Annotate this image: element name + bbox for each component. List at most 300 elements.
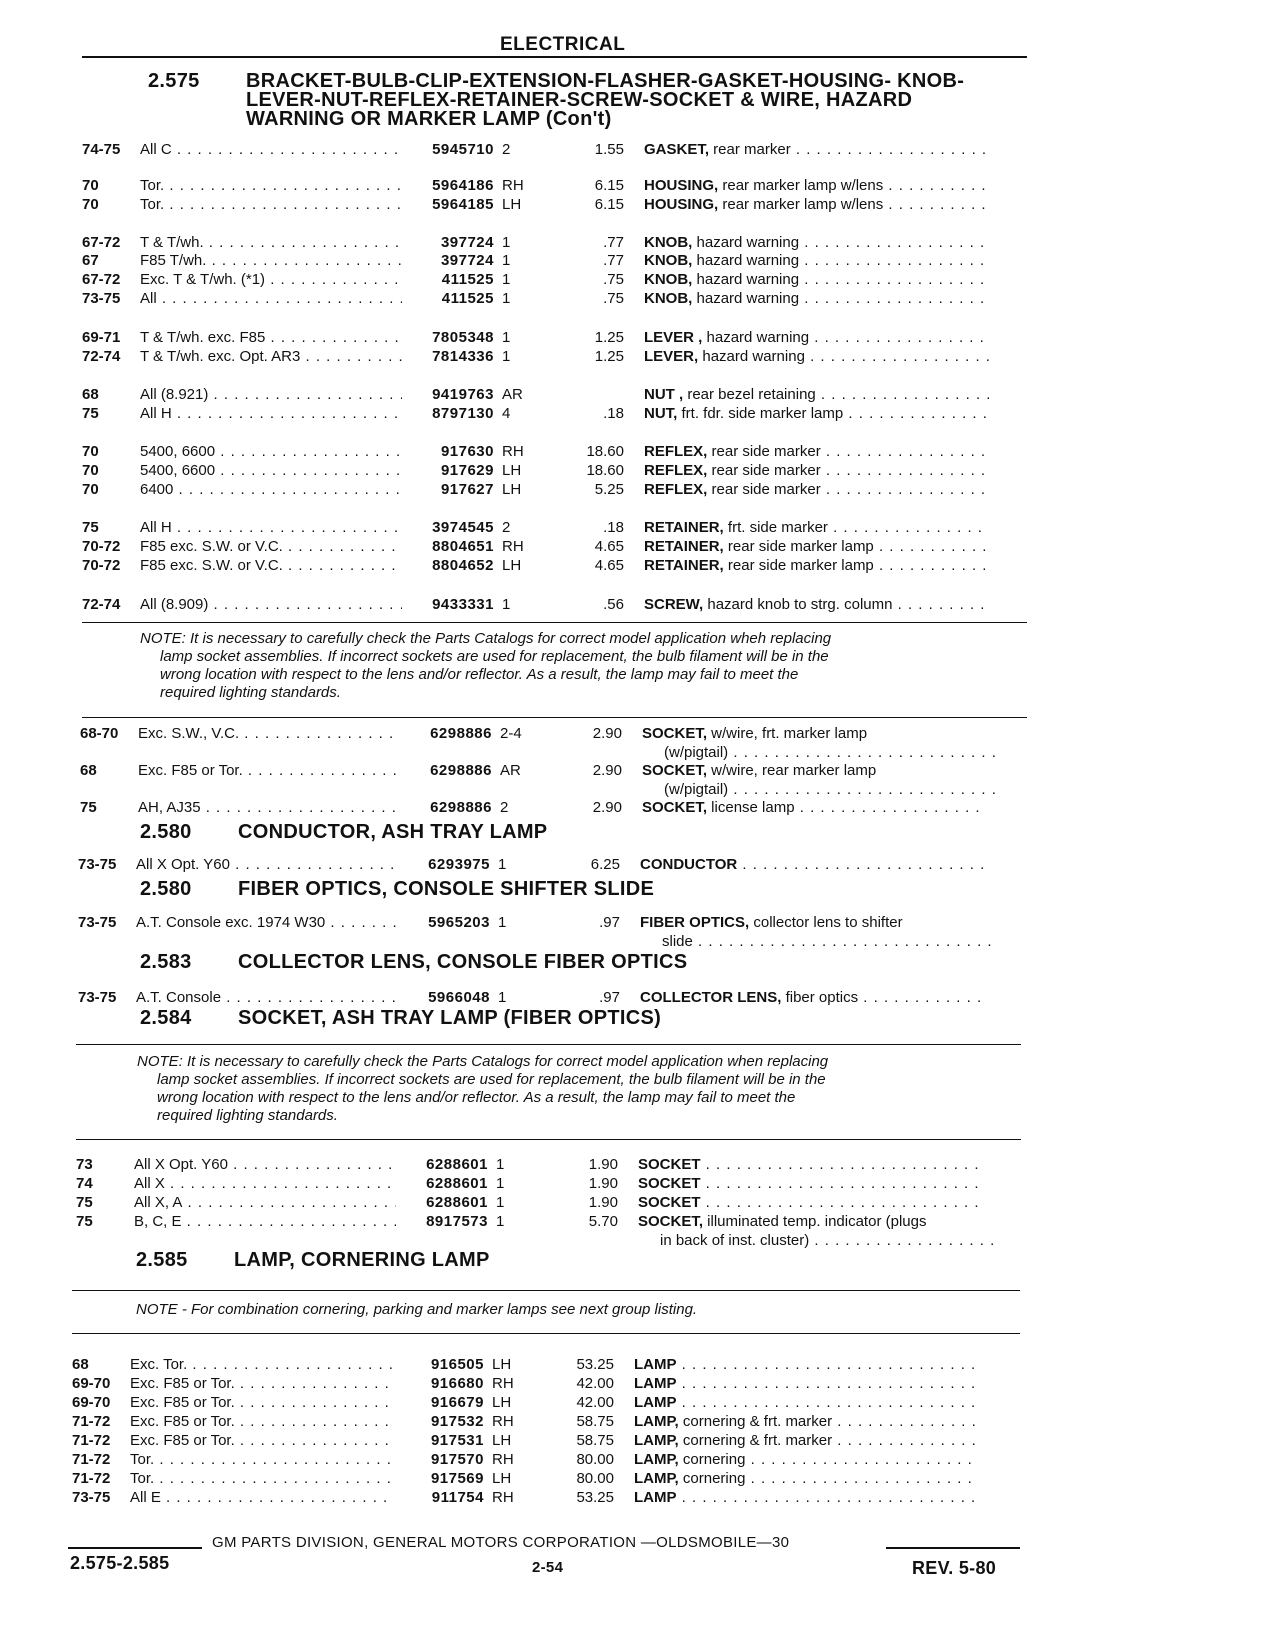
table-row xyxy=(82,404,1062,423)
part-description xyxy=(644,251,989,270)
part-description xyxy=(644,480,989,499)
part-name: SOCKET, xyxy=(638,1213,704,1230)
footer-range: 2.575-2.585 xyxy=(70,1553,170,1573)
table-row xyxy=(82,461,1062,480)
quantity: LH xyxy=(502,557,522,574)
part-detail: rear marker lamp w/lens xyxy=(718,196,884,213)
table-row xyxy=(78,988,1058,1007)
part-detail: rear side marker xyxy=(707,481,821,498)
part-detail: rear bezel retaining xyxy=(683,386,816,403)
model-application: T & T/wh. exc. F85 . . . xyxy=(140,328,402,347)
part-detail: w/wire, frt. marker lamp xyxy=(707,725,868,742)
year-range: 74 xyxy=(76,1175,93,1192)
part-name: REFLEX, xyxy=(644,481,708,498)
part-description xyxy=(640,913,985,932)
part-description xyxy=(642,798,987,817)
price: .18 xyxy=(603,519,624,536)
table-row xyxy=(82,537,1062,556)
year-range: 68 xyxy=(80,762,97,779)
price: .56 xyxy=(603,596,624,613)
part-description xyxy=(644,195,989,214)
footer-division: GM PARTS DIVISION, GENERAL MOTORS CORPORATION —OLDSMOBILE—30 xyxy=(212,1534,790,1551)
model-application: A.T. Console . . . xyxy=(136,988,398,1007)
part-name: KNOB, xyxy=(644,252,693,269)
part-number: 917531 xyxy=(430,1432,484,1449)
quantity: RH xyxy=(502,443,524,460)
note-rule-top-2 xyxy=(76,1044,1021,1045)
price: 80.00 xyxy=(576,1470,614,1487)
price: 1.55 xyxy=(594,141,624,158)
model-application: All (8.921) . . . xyxy=(140,385,402,404)
note-rule-bottom-1 xyxy=(82,717,1027,718)
part-description-continued: in back of inst. cluster) . . . xyxy=(660,1231,995,1250)
part-name: NUT , xyxy=(644,386,684,403)
price: 5.25 xyxy=(594,481,624,498)
part-description xyxy=(634,1393,979,1412)
quantity: RH xyxy=(502,538,524,555)
model-application: Exc. S.W., V.C. . . . xyxy=(138,724,400,743)
part-description xyxy=(640,988,985,1007)
part-name: KNOB, xyxy=(644,290,693,307)
part-name: NUT, xyxy=(644,405,678,422)
table-row xyxy=(80,724,1060,743)
model-application: All X . . . xyxy=(134,1174,396,1193)
model-application: 5400, 6600 . . . xyxy=(140,461,402,480)
table-row xyxy=(76,1174,1056,1193)
table-row xyxy=(72,1469,1052,1488)
part-name: LAMP xyxy=(634,1356,677,1373)
part-description xyxy=(638,1193,983,1212)
model-application: B, C, E . . . xyxy=(134,1212,396,1231)
page-header: ELECTRICAL xyxy=(500,34,626,55)
part-name: RETAINER, xyxy=(644,519,724,536)
quantity: 1 xyxy=(496,1175,505,1192)
table-row xyxy=(82,289,1062,308)
year-range: 73 xyxy=(76,1156,93,1173)
part-number: 917532 xyxy=(430,1413,484,1430)
year-range: 70-72 xyxy=(82,557,121,574)
part-name: KNOB, xyxy=(644,234,693,251)
part-number: 8797130 xyxy=(432,405,494,422)
table-row xyxy=(82,347,1062,366)
part-name: KNOB, xyxy=(644,271,693,288)
part-name: COLLECTOR LENS, xyxy=(640,989,782,1006)
model-application: F85 exc. S.W. or V.C. . . . xyxy=(140,537,402,556)
year-range: 69-70 xyxy=(72,1375,111,1392)
part-description xyxy=(644,385,989,404)
part-description xyxy=(644,176,989,195)
part-name: FIBER OPTICS, xyxy=(640,914,750,931)
table-row xyxy=(82,176,1062,195)
quantity: 1 xyxy=(502,234,511,251)
part-detail: illuminated temp. indicator (plugs xyxy=(703,1213,927,1230)
model-application: Tor. . . . xyxy=(130,1450,392,1469)
part-name: CONDUCTOR xyxy=(640,856,738,873)
part-name: SOCKET, xyxy=(642,725,708,742)
year-range: 72-74 xyxy=(82,348,121,365)
part-name: REFLEX, xyxy=(644,443,708,460)
quantity: 1 xyxy=(502,290,511,307)
part-number: 6288601 xyxy=(426,1175,488,1192)
part-name: RETAINER, xyxy=(644,538,724,555)
year-range: 69-71 xyxy=(82,329,121,346)
year-range: 75 xyxy=(80,799,97,816)
quantity: LH xyxy=(502,462,522,479)
part-name: LAMP xyxy=(634,1394,677,1411)
part-detail: w/wire, rear marker lamp xyxy=(707,762,877,779)
model-application: All X Opt. Y60 . . . xyxy=(134,1155,396,1174)
part-detail: rear marker lamp w/lens xyxy=(718,177,884,194)
model-application: F85 T/wh. . . . xyxy=(140,251,402,270)
part-name: SOCKET xyxy=(638,1156,701,1173)
part-description xyxy=(644,404,989,423)
part-name: LAMP, xyxy=(634,1451,679,1468)
year-range: 69-70 xyxy=(72,1394,111,1411)
part-name: HOUSING, xyxy=(644,177,719,194)
year-range: 71-72 xyxy=(72,1451,111,1468)
price: 6.15 xyxy=(594,196,624,213)
part-name: GASKET, xyxy=(644,141,710,158)
model-application: T & T/wh. exc. Opt. AR3 . . . xyxy=(140,347,402,366)
table-row xyxy=(72,1355,1052,1374)
part-description xyxy=(644,328,989,347)
model-application: Tor. . . . xyxy=(130,1469,392,1488)
part-number: 8804651 xyxy=(432,538,494,555)
price: 5.70 xyxy=(588,1213,618,1230)
table-row xyxy=(80,798,1060,817)
part-description xyxy=(644,537,989,556)
year-range: 73-75 xyxy=(78,856,117,873)
year-range: 71-72 xyxy=(72,1413,111,1430)
table-row xyxy=(80,761,1060,780)
part-description xyxy=(638,1155,983,1174)
part-number: 397724 xyxy=(440,234,494,251)
quantity: 2 xyxy=(500,799,509,816)
part-number: 3974545 xyxy=(432,519,494,536)
part-description xyxy=(644,347,989,366)
part-description xyxy=(644,270,989,289)
year-range: 71-72 xyxy=(72,1470,111,1487)
quantity: LH xyxy=(502,196,522,213)
part-number: 6293975 xyxy=(428,856,490,873)
part-description xyxy=(644,233,989,252)
catalog-page: ELECTRICAL 2.575 BRACKET-BULB-CLIP-EXTENSION-FLASHER-GASKET-HOUSING- KNOB- LEVER-NUT-REFLEX-RETAINER-SCREW-SOCKET & WIRE, HAZARD WARNING OR MARKER LAMP (Con't) 74-75 All C . . . 5945710 2 1.55 GASKET, rear marker . . . 70 Tor. . . . 5964186 RH 6.15 HOUSING, rear marker lamp w/lens . . . 70 Tor. . . . 5964185 LH 6.15 HOUSING, rear marker lamp w/lens . . . 67-72 T & T/wh. . . . 397724 1 .77 KNOB, hazard warning . . . 67 F85 T/wh. . . . 397724 1 .77 KNOB, hazard warning . . . 67-72 Exc. T & T/wh. (*1) . . . 411525 1 .75 KNOB, hazard warning . . . 73-75 All . . . 411525 1 .75 KNOB, hazard warning . . . 69-71 T & T/wh. exc. F85 . . . 7805348 1 1.25 LEVER , hazard warning . . . 72-74 T & T/wh. exc. Opt. AR3 . . . 7814336 1 1.25 LEVER, hazard warning . . . 68 All (8.921) . . . 9419763 AR NUT , rear bezel retaining . . . 75 All H . . . 8797130 4 .18 NUT, frt. fdr. side marker lamp . . . 70 5400, 6600 . . . 917630 RH 18.60 REFLEX, rear side marker . . . 70 5400, 6600 . . . 917629 LH 18.60 REFLEX, rear side marker . . . 70 6400 . . . 917627 LH 5.25 REFLEX, rear side marker . . . 75 All H . . . 3974545 2 .18 RETAINER, frt. side marker . . . 70-72 F85 exc. S.W. or V.C. . . . 8804651 RH 4.65 RETAINER, rear side marker lamp . . . 70-72 F85 exc. S.W. or V.C. . . . 8804652 LH 4.65 RETAINER, rear side marker lamp . . . 72-74 All (8.909) . . . 9433331 1 .56 SCREW, hazard knob to strg. column . . . NOTE: It is necessary to carefully check the Parts Catalogs for correct model application wheh replacing lamp socket assemblies. If incorrect sockets are used for replacement, the bulb filament will be in the wrong location with respect to the lens and/or reflector. As a result, the lamp may fail to meet the required lighting standards. 68-70 Exc. S.W., V.C. . . . 6298886 2-4 2.90 SOCKET, w/wire, frt. marker lamp (w/pigtail) . . . 68 Exc. F85 or Tor. . . . 6298886 AR 2.90 SOCKET, w/wire, rear marker lamp (w/pigtail) . . . 75 AH, AJ35 . . . 6298886 2 2.90 SOCKET, license lamp . . . 2.580 CONDUCTOR, ASH TRAY LAMP 73-75 All X Opt. Y60 . . . 6293975 1 6.25 CONDUCTOR . . . 2.580 FIBER OPTICS, CONSOLE SHIFTER SLIDE 73-75 A.T. Console exc. 1974 W30 . . . 5965203 1 .97 FIBER OPTICS, collector lens to shifter slide . . . 2.583 COLLECTOR LENS, CONSOLE FIBER OPTICS 73-75 A.T. Console . . . 5966048 1 .97 COLLECTOR LENS, fiber optics . . . 2.584 SOCKET, ASH TRAY LAMP (FIBER OPTICS) NOTE: It is necessary to carefully check the Parts Catalogs for correct model application when replacing lamp socket assemblies. If incorrect sockets are used for replacement, the bulb filament will be in the wrong location with respect to the lens and/or reflector. As a result, the lamp may fail to meet the required lighting standards. 73 All X Opt. Y60 . . . 6288601 1 1.90 SOCKET . . . 74 All X . . . 6288601 1 1.90 SOCKET . . . 75 All X, A . . . 6288601 1 1.90 SOCKET . . . 75 B, C, E . . . 8917573 1 5.70 SOCKET, illuminated temp. indicator (plugs in back of inst. cluster) . . . 2.585 LAMP, CORNERING LAMP NOTE - For combination cornering, parking and marker lamps see next group listing. 68 Exc. Tor. . . . 916505 LH 53.25 LAMP . . . 69-70 Exc. F85 or Tor. . . . 916680 RH 42.00 LAMP . . . 69-70 Exc. F85 or Tor. . . . 916679 LH 42.00 LAMP . . . 71-72 Exc. F85 or Tor. . . . 917532 RH 58.75 LAMP, cornering & frt. marker . . . 71-72 Exc. F85 or Tor. . . . 917531 LH 58.75 LAMP, cornering & frt. marker . . . 71-72 Tor. . . . 917570 RH 80.00 LAMP, cornering . . . 71-72 Tor. . . . 917569 LH 80.00 LAMP, cornering . . . 73-75 All E . . . 911754 RH 53.25 LAMP . . . GM PARTS DIVISION, GENERAL MOTORS CORPORATION —OLDSMOBILE—30 2.575-2.585 2-54 REV. 5-80 xyxy=(0,0,1280,1646)
quantity: LH xyxy=(492,1356,512,1373)
year-range: 70 xyxy=(82,481,99,498)
price: 6.15 xyxy=(594,177,624,194)
price: .75 xyxy=(603,290,624,307)
table-row xyxy=(82,195,1062,214)
quantity: 1 xyxy=(496,1194,505,1211)
part-description-continued: (w/pigtail) . . . xyxy=(664,743,999,762)
part-detail: hazard warning xyxy=(692,290,800,307)
table-row xyxy=(82,328,1062,347)
part-number: 6288601 xyxy=(426,1156,488,1173)
table-row xyxy=(72,1488,1052,1507)
year-range: 70-72 xyxy=(82,538,121,555)
price: 18.60 xyxy=(586,462,624,479)
part-detail: cornering & frt. marker xyxy=(678,1432,833,1449)
part-number: 5964186 xyxy=(432,177,494,194)
table-row xyxy=(82,385,1062,404)
model-application: Exc. F85 or Tor. . . . xyxy=(138,761,400,780)
table-row xyxy=(76,1212,1056,1231)
part-name: LAMP, xyxy=(634,1470,679,1487)
model-application: Exc. F85 or Tor. . . . xyxy=(130,1431,392,1450)
table-row xyxy=(72,1412,1052,1431)
model-application: F85 exc. S.W. or V.C. . . . xyxy=(140,556,402,575)
part-number: 917629 xyxy=(440,462,494,479)
quantity: LH xyxy=(492,1470,512,1487)
quantity: RH xyxy=(502,177,524,194)
part-number: 917569 xyxy=(430,1470,484,1487)
price: 42.00 xyxy=(576,1375,614,1392)
part-name: SOCKET xyxy=(638,1175,701,1192)
price: 42.00 xyxy=(576,1394,614,1411)
note-rule-top-3 xyxy=(72,1290,1020,1291)
table-row xyxy=(82,595,1062,614)
part-detail: hazard warning xyxy=(692,271,800,288)
price: 80.00 xyxy=(576,1451,614,1468)
year-range: 68 xyxy=(72,1356,89,1373)
year-range: 73-75 xyxy=(72,1489,111,1506)
table-row xyxy=(76,1193,1056,1212)
year-range: 68-70 xyxy=(80,725,119,742)
table-row xyxy=(78,913,1058,932)
part-detail: rear marker xyxy=(709,141,791,158)
model-application: A.T. Console exc. 1974 W30 . . . xyxy=(136,913,398,932)
note-socket-2: NOTE: It is necessary to carefully check the Parts Catalogs for correct model application when replacing lamp socket assemblies. If incorrect sockets are used for replacement, the bulb filament will be in the wrong location with respect to the lens and/or reflector. As a result, the lamp may fail to meet the required lighting standards. xyxy=(137,1053,829,1124)
year-range: 75 xyxy=(82,405,99,422)
header-rule xyxy=(82,56,1027,58)
part-name: SOCKET, xyxy=(642,762,708,779)
model-application: All H . . . xyxy=(140,404,402,423)
part-description xyxy=(638,1174,983,1193)
part-number: 6298886 xyxy=(430,725,492,742)
part-number: 5965203 xyxy=(428,914,490,931)
quantity: 1 xyxy=(502,348,511,365)
note-rule-bottom-2 xyxy=(76,1139,1021,1140)
quantity: 1 xyxy=(496,1213,505,1230)
year-range: 70 xyxy=(82,462,99,479)
part-number: 916680 xyxy=(430,1375,484,1392)
part-number: 5966048 xyxy=(428,989,490,1006)
quantity: 1 xyxy=(502,329,511,346)
part-name: HOUSING, xyxy=(644,196,719,213)
part-detail: cornering xyxy=(678,1470,746,1487)
part-name: LAMP, xyxy=(634,1432,679,1449)
quantity: 1 xyxy=(498,914,507,931)
model-application: AH, AJ35 . . . xyxy=(138,798,400,817)
table-row xyxy=(82,233,1062,252)
table-row xyxy=(72,1374,1052,1393)
price: 53.25 xyxy=(576,1489,614,1506)
quantity: 1 xyxy=(498,856,507,873)
table-row xyxy=(82,442,1062,461)
year-range: 67-72 xyxy=(82,234,121,251)
part-number: 411525 xyxy=(441,290,494,307)
note-rule-top-1 xyxy=(82,622,1027,623)
part-number: 6288601 xyxy=(426,1194,488,1211)
part-number: 911754 xyxy=(431,1489,484,1506)
part-name: LAMP xyxy=(634,1375,677,1392)
price: .18 xyxy=(603,405,624,422)
part-name: SCREW, xyxy=(644,596,704,613)
part-description xyxy=(644,461,989,480)
part-description xyxy=(634,1412,979,1431)
part-detail: hazard knob to strg. column xyxy=(703,596,893,613)
year-range: 75 xyxy=(76,1194,93,1211)
price: .75 xyxy=(603,271,624,288)
quantity: RH xyxy=(492,1451,514,1468)
note-socket-1: NOTE: It is necessary to carefully check the Parts Catalogs for correct model application wheh replacing lamp socket assemblies. If incorrect sockets are used for replacement, the bulb filament will be in the wrong location with respect to the lens and/or reflector. As a result, the lamp may fail to meet the required lighting standards. xyxy=(140,630,832,701)
table-row xyxy=(82,270,1062,289)
quantity: LH xyxy=(502,481,522,498)
model-application: All C . . . xyxy=(140,140,402,159)
price: 58.75 xyxy=(576,1413,614,1430)
table-row xyxy=(72,1450,1052,1469)
part-description xyxy=(644,556,989,575)
table-row xyxy=(72,1393,1052,1412)
part-description xyxy=(634,1431,979,1450)
price: 1.25 xyxy=(594,348,624,365)
part-name: LAMP, xyxy=(634,1413,679,1430)
table-row xyxy=(82,480,1062,499)
year-range: 70 xyxy=(82,196,99,213)
quantity: LH xyxy=(492,1394,512,1411)
part-description xyxy=(644,289,989,308)
note-cornering: NOTE - For combination cornering, parking and marker lamps see next group listing. xyxy=(136,1301,698,1318)
part-description-continued: slide . . . xyxy=(662,932,997,951)
part-number: 5945710 xyxy=(432,141,494,158)
year-range: 73-75 xyxy=(82,290,121,307)
part-name: LEVER , xyxy=(644,329,703,346)
year-range: 75 xyxy=(76,1213,93,1230)
part-description xyxy=(644,442,989,461)
quantity: 4 xyxy=(502,405,511,422)
part-detail: hazard warning xyxy=(692,252,800,269)
year-range: 71-72 xyxy=(72,1432,111,1449)
part-detail: license lamp xyxy=(707,799,795,816)
price: 53.25 xyxy=(576,1356,614,1373)
part-number: 916679 xyxy=(430,1394,484,1411)
part-number: 6298886 xyxy=(430,762,492,779)
part-detail: collector lens to shifter xyxy=(749,914,903,931)
price: 2.90 xyxy=(592,799,622,816)
part-description xyxy=(634,1355,979,1374)
part-number: 916505 xyxy=(430,1356,484,1373)
part-name: SOCKET xyxy=(638,1194,701,1211)
price: 4.65 xyxy=(594,538,624,555)
table-row xyxy=(82,556,1062,575)
year-range: 70 xyxy=(82,443,99,460)
table-row xyxy=(82,140,1062,159)
part-name: SOCKET, xyxy=(642,799,708,816)
price: .77 xyxy=(603,234,624,251)
part-detail: hazard warning xyxy=(692,234,800,251)
table-row xyxy=(82,251,1062,270)
part-detail: cornering & frt. marker xyxy=(678,1413,833,1430)
table-row xyxy=(82,518,1062,537)
footer-rule-left xyxy=(68,1547,202,1549)
model-application: Tor. . . . xyxy=(140,176,402,195)
part-detail: rear side marker lamp xyxy=(723,538,874,555)
part-number: 8917573 xyxy=(426,1213,488,1230)
price: 1.90 xyxy=(588,1194,618,1211)
part-description xyxy=(644,595,989,614)
part-detail: fiber optics xyxy=(781,989,859,1006)
table-row xyxy=(76,1155,1056,1174)
part-detail: hazard warning xyxy=(698,348,805,365)
model-application: Exc. F85 or Tor. . . . xyxy=(130,1393,392,1412)
part-number: 397724 xyxy=(440,252,494,269)
year-range: 74-75 xyxy=(82,141,121,158)
table-row xyxy=(78,855,1058,874)
model-application: T & T/wh. . . . xyxy=(140,233,402,252)
price: .97 xyxy=(599,989,620,1006)
footer-rule-right xyxy=(886,1547,1020,1549)
quantity: 1 xyxy=(502,252,511,269)
part-number: 7805348 xyxy=(432,329,494,346)
part-description xyxy=(644,140,989,159)
price: .77 xyxy=(603,252,624,269)
model-application: Exc. F85 or Tor. . . . xyxy=(130,1412,392,1431)
table-row xyxy=(72,1431,1052,1450)
quantity: RH xyxy=(492,1489,514,1506)
price: 18.60 xyxy=(586,443,624,460)
quantity: 1 xyxy=(496,1156,505,1173)
quantity: AR xyxy=(502,386,523,403)
year-range: 70 xyxy=(82,177,99,194)
part-detail: rear side marker xyxy=(707,443,821,460)
part-number: 9419763 xyxy=(432,386,494,403)
part-number: 917627 xyxy=(440,481,494,498)
quantity: LH xyxy=(492,1432,512,1449)
model-application: All X Opt. Y60 . . . xyxy=(136,855,398,874)
model-application: 5400, 6600 . . . xyxy=(140,442,402,461)
price: 1.25 xyxy=(594,329,624,346)
part-description xyxy=(634,1450,979,1469)
part-detail: cornering xyxy=(678,1451,746,1468)
price: 6.25 xyxy=(590,856,620,873)
part-number: 917570 xyxy=(430,1451,484,1468)
quantity: 1 xyxy=(502,596,511,613)
part-detail: rear side marker xyxy=(707,462,821,479)
part-number: 917630 xyxy=(440,443,494,460)
part-name: RETAINER, xyxy=(644,557,724,574)
price: .97 xyxy=(599,914,620,931)
part-description xyxy=(634,1469,979,1488)
part-description xyxy=(642,761,987,780)
part-name: LEVER, xyxy=(644,348,699,365)
part-description xyxy=(634,1488,979,1507)
quantity: 2-4 xyxy=(500,725,522,742)
part-description xyxy=(642,724,987,743)
note-rule-bottom-3 xyxy=(72,1333,1020,1334)
model-application: 6400 . . . xyxy=(140,480,402,499)
part-description xyxy=(638,1212,983,1231)
model-application: Exc. Tor. . . . xyxy=(130,1355,392,1374)
price: 2.90 xyxy=(592,762,622,779)
price: 1.90 xyxy=(588,1175,618,1192)
year-range: 72-74 xyxy=(82,596,121,613)
year-range: 67-72 xyxy=(82,271,121,288)
part-detail: rear side marker lamp xyxy=(723,557,874,574)
part-description xyxy=(644,518,989,537)
part-detail: frt. side marker xyxy=(723,519,828,536)
part-description-continued: (w/pigtail) . . . xyxy=(664,780,999,799)
part-number: 7814336 xyxy=(432,348,494,365)
